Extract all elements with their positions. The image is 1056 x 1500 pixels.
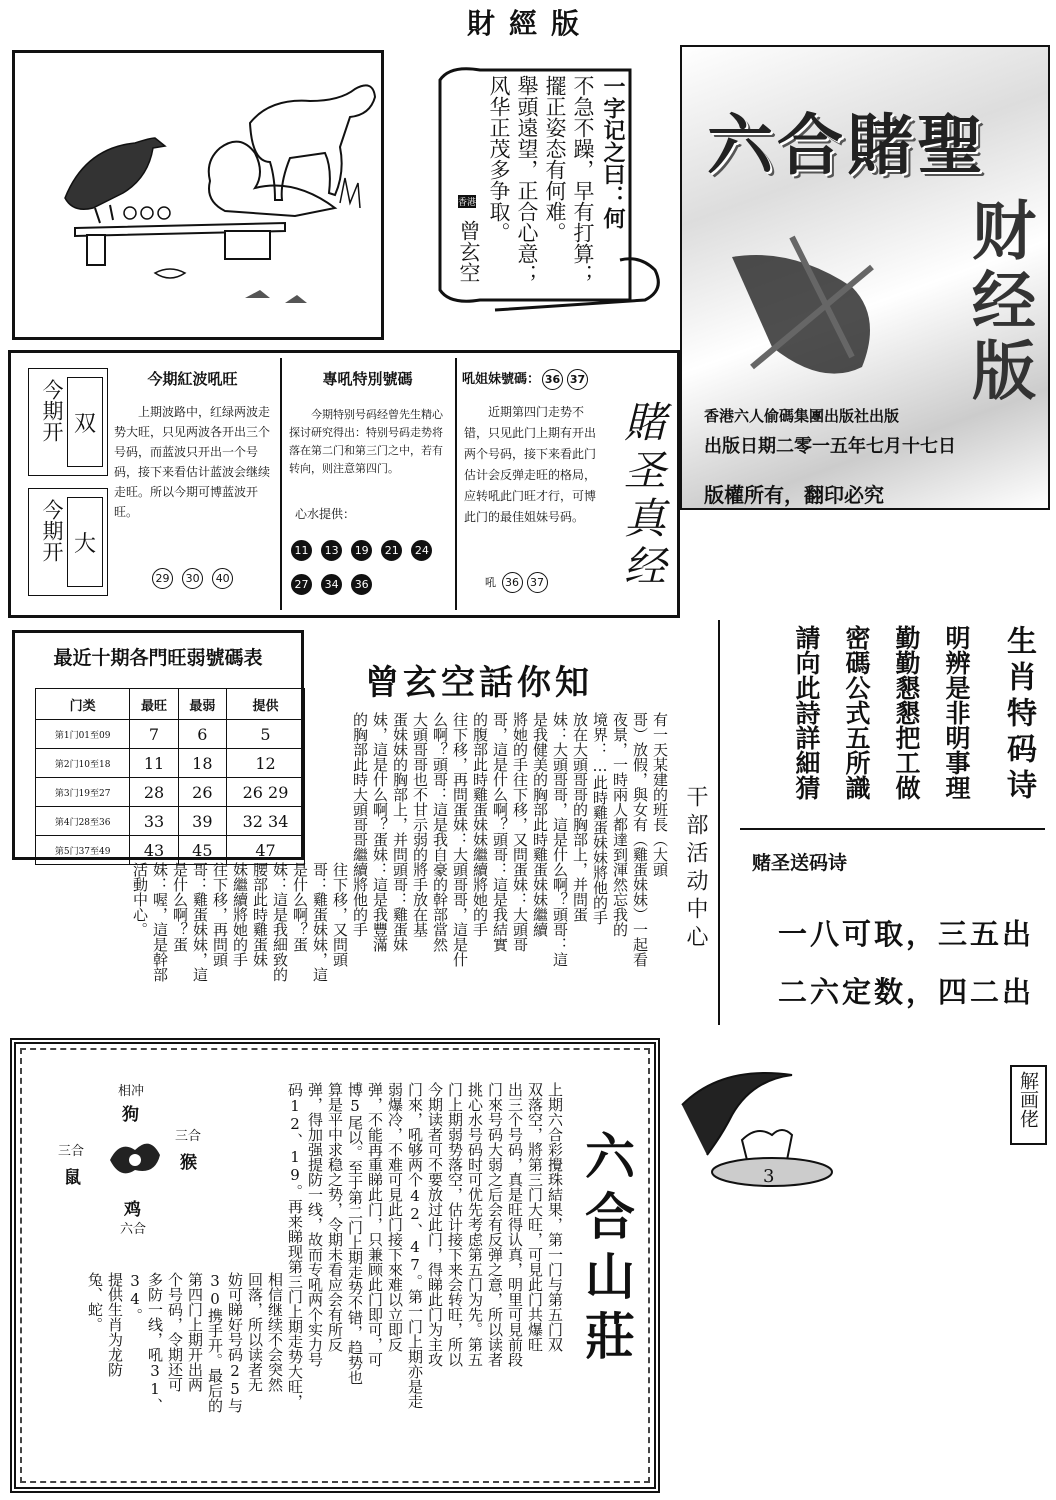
special-number: 24 [411, 540, 432, 561]
motto-line-4: 风华正茂多争取。 [487, 75, 511, 243]
story-col: 大頭哥哥也不甘示弱的將手放在基 [411, 712, 429, 937]
motto-badge: 香港 [458, 195, 476, 208]
motto-scroll [420, 60, 665, 325]
odd-even-prefix: 今期开 [40, 379, 64, 442]
row-provide: 47 [227, 836, 305, 865]
story-col: 腰部此時雞蛋妹 [251, 862, 269, 967]
story-col: 夜景，一時兩人都達到渾然忘我的 [611, 712, 629, 937]
liuhe-col: 妨可睇好号码25与 [226, 1272, 244, 1413]
row-hot: 33 [130, 807, 178, 836]
big-small-value: 大 [74, 532, 97, 557]
special-number-panel [285, 362, 450, 607]
row-hot: 28 [130, 778, 178, 807]
special-title: 專吼特別號碼 [322, 370, 413, 388]
liuhe-col: 提供生肖为龙防 [106, 1272, 124, 1377]
liuhe-col: 个号码，令期还可 [166, 1272, 184, 1392]
sister-title-number: 36 [542, 369, 563, 390]
table-header-provide: 提供 [227, 689, 305, 720]
sister-footer-label: 吼 [485, 576, 496, 589]
cover-subtitle: 财经版 [961, 197, 1036, 407]
sister-body: 近期第四门走势不错，只见此门上期有开出两个号码，接下来看此门估计会反弹走旺的格局，应转吼此门旺才行，可博此门的最佳姐妹号码。 [464, 405, 597, 524]
liuhe-col: 弹，得加强提防一线，故而专吼两个实力号 [306, 1082, 324, 1367]
special-number: 11 [291, 540, 312, 561]
special-number: 19 [351, 540, 372, 561]
story-col: 么啊？頭哥：這是我自豪的幹部當然 [431, 712, 449, 952]
story-col: 是我健美的胸部此時雞蛋妹妹繼續 [531, 712, 549, 937]
story-col: 的胸部此時大頭哥哥繼續將他的手 [351, 712, 369, 937]
liuhe-col: 今期读者可不要放过此门，得睇此门为主攻 [426, 1082, 444, 1367]
row-cold: 18 [178, 749, 226, 778]
sister-title-text: 吼姐妹號碼： [462, 372, 541, 387]
row-hot: 43 [130, 836, 178, 865]
liuhe-col: 门來号码大弱之后会有反弹之意，所以读者 [486, 1082, 504, 1367]
liuhe-title: 六合山莊 [577, 1130, 636, 1370]
motto-author: 曾玄空 [457, 220, 481, 283]
story-col: 哥：雞蛋妹妹，這 [191, 862, 209, 982]
liuhe-col: 双落空，將第三门大旺，可見此门共爆旺 [526, 1082, 544, 1352]
page-header-title: 財經版 [466, 7, 593, 40]
liuhe-col: 兔、蛇。 [86, 1272, 104, 1332]
red-wave-number: 29 [152, 568, 173, 589]
zodiac-bottom-label: 六合 [120, 1222, 147, 1237]
cover-logo: 六合賭聖 [707, 106, 987, 184]
big-small-prefix: 今期开 [40, 499, 64, 562]
saint-poem-line-1: 一八可取，三五出 [778, 917, 1035, 951]
liuhe-body [45, 1082, 565, 1472]
story-col: 往下移，再問蛋妹：大頭哥哥，這是什 [451, 712, 469, 967]
story-col: 活動中心。 [131, 862, 149, 937]
liuhe-col: 弹，不能再重睇此门，只兼顾此门即可，可 [366, 1082, 384, 1367]
bird-dog-illustration [15, 53, 381, 337]
special-number: 21 [381, 540, 402, 561]
story-col: 放在大頭哥哥的胸部上，并問蛋 [571, 712, 589, 922]
zodiac-poem-col: 勤勤懇懇把工做 [892, 625, 921, 800]
liuhe-col: 多防一线，吼31、 [146, 1272, 164, 1413]
red-wave-title: 今期紅波吼旺 [147, 370, 238, 388]
zodiac-poem-col: 明辨是非明事理 [942, 625, 971, 800]
row-provide: 32 34 [227, 807, 305, 836]
zodiac-left-label: 三合 [58, 1144, 85, 1159]
saint-poem-line-2: 二六定数，四二出 [778, 975, 1035, 1009]
red-wave-numbers [150, 567, 235, 589]
story-col: 境界：…此時雞蛋妹妹將他的手 [591, 712, 609, 925]
red-wave-panel [110, 362, 275, 607]
story-col: 妹，這是什么啊？蛋妹：這是我豐滿 [371, 712, 389, 952]
red-wave-number: 40 [212, 568, 233, 589]
liuhe-col: 弱爆冷，不难可見此门接下來难以立即反 [386, 1082, 404, 1352]
row-provide: 12 [227, 749, 305, 778]
zodiac-right: 猴 [180, 1153, 197, 1173]
row-label: 第4门28至36 [36, 807, 130, 836]
sister-title [462, 368, 612, 390]
liuhe-col: 博5尾以。至于第二门上期走势不错，趋势也 [346, 1082, 364, 1385]
story-col: 的腹部此時雞蛋妹妹繼續將她的手 [471, 712, 489, 937]
row-label: 第1门01至09 [36, 720, 130, 749]
story-col: 是什么啊？蛋 [291, 862, 309, 952]
liuhe-col: 30携手开。最后的 [206, 1272, 224, 1413]
sister-number-panel [460, 362, 610, 607]
cover-date: 出版日期二零一五年七月十七日 [704, 436, 956, 457]
sister-footer [485, 572, 550, 593]
table-header-hot: 最旺 [130, 689, 178, 720]
riddle-card-number: 3 [763, 1166, 775, 1187]
story-col: 妹：這是我細致的 [271, 862, 289, 982]
cover-graphic [712, 217, 912, 387]
table-title: 最近十期各門旺弱號碼表 [53, 647, 263, 669]
odd-even-label [28, 368, 108, 476]
liuhe-col: 回落，所以读者无 [246, 1272, 264, 1392]
story-col: 往下移，又問頭 [331, 862, 349, 967]
story-col: 是什么啊？蛋 [171, 862, 189, 952]
zodiac-left: 鼠 [64, 1168, 81, 1188]
liuhe-col: 码12、19。再来睇现第三门上期走势大旺， [286, 1082, 304, 1409]
sister-title-number: 37 [567, 369, 588, 390]
special-numbers [289, 532, 449, 600]
row-provide: 5 [227, 720, 305, 749]
motto-heading: 一字记之曰：何 [600, 75, 626, 229]
zodiac-poem-panel [735, 625, 1040, 825]
special-number: 13 [321, 540, 342, 561]
motto-line-2: 擺正姿态有何难。 [543, 75, 567, 243]
illustration-panel [12, 50, 384, 340]
liuhe-col: 出三个号码，真是旺得认真，明里可見前段 [506, 1082, 524, 1367]
special-number: 34 [321, 574, 342, 595]
zodiac-top-label: 相冲 [118, 1084, 145, 1099]
special-number: 27 [291, 574, 312, 595]
red-wave-number: 30 [182, 568, 203, 589]
riddle-label[interactable]: 解画佬 [1010, 1065, 1047, 1145]
row-cold: 39 [178, 807, 226, 836]
row-hot: 11 [130, 749, 178, 778]
row-cold: 6 [178, 720, 226, 749]
table-header-category: 门类 [36, 689, 130, 720]
motto-line-1: 不急不躁，早有打算； [571, 75, 595, 285]
story-body [70, 712, 670, 1022]
story-col: 將她的手往下移，又問蛋妹：大頭哥 [511, 712, 529, 952]
row-hot: 7 [130, 720, 178, 749]
cover-rights: 版權所有，翻印必究 [704, 483, 884, 507]
row-cold: 26 [178, 778, 226, 807]
saint-poem-title: 赌圣送码诗 [752, 852, 848, 874]
row-label: 第3门19至27 [36, 778, 130, 807]
story-col: 妹：大頭哥哥，這是什么啊？頭哥：這 [551, 712, 569, 967]
story-col: 往下移，再問頭 [211, 862, 229, 967]
liuhe-col: 挑心水号码时可优先考虑第五门为先。第五 [466, 1082, 484, 1367]
story-col: 蛋妹妹的胸部上，并問頭哥：雞蛋妹 [391, 712, 409, 952]
liuhe-col: 门來，吼够两个42、47。第一门上期亦是走 [406, 1082, 424, 1409]
story-col: 哥：雞蛋妹妹，這 [311, 862, 329, 982]
story-col: 哥，這是什么啊？頭哥：這是我結實 [491, 712, 509, 952]
story-col: 妹：喔，這是幹部 [151, 862, 169, 982]
special-number: 36 [351, 574, 372, 595]
row-cold: 45 [178, 836, 226, 865]
liuhe-col: 门上期弱势落空，估计接下来会转旺，所以 [446, 1082, 464, 1367]
row-label: 第5门37至49 [36, 836, 130, 865]
liuhe-col: 上期六合彩攪珠結果，第一门与第五门双 [546, 1082, 564, 1352]
story-col: 哥）放假，與女有（雞蛋妹妹）一起看 [631, 712, 649, 967]
liuhe-col: 相信继续不会突然 [266, 1272, 284, 1392]
story-side-caption: 干部活动中心 [683, 785, 708, 953]
motto-line-3: 舉頭遠望，正合心意； [515, 75, 539, 285]
calligraphy-text: 賭圣真经 [618, 400, 667, 592]
zodiac-center: 鸡 [124, 1200, 141, 1220]
story-col: 有一天某建的班長（大頭 [651, 712, 669, 877]
odd-even-value: 双 [74, 412, 97, 437]
cover-publisher: 香港六人偷碼集團出版社出版 [704, 407, 900, 425]
special-provide-label: 心水提供： [295, 507, 356, 521]
zodiac-right-label: 三合 [175, 1129, 202, 1144]
story-col: 妹繼續將她的手 [231, 862, 249, 967]
cover-panel [680, 45, 1050, 510]
zodiac-top: 狗 [122, 1105, 139, 1125]
liuhe-col: 34。 [126, 1272, 144, 1323]
row-provide: 26 29 [227, 778, 305, 807]
table-header-cold: 最弱 [178, 689, 226, 720]
special-body: 今期特别号码经曾先生精心探讨研究得出：特别号码走势将落在第二门和第三门之中，若有转向，则注意第四门。 [289, 408, 443, 475]
red-wave-body: 上期波路中，红绿两波走势大旺，只见两波各开出三个号码，而蓝波只开出一个号码，接下来看估计蓝波会继续走旺。所以今期可博蓝波开旺。 [114, 405, 271, 519]
row-label: 第2门10至18 [36, 749, 130, 778]
big-small-label [28, 488, 108, 596]
zodiac-poem-col: 密碼公式五所識 [842, 625, 871, 800]
zodiac-poem-title: 生肖特码诗 [1001, 625, 1036, 805]
sister-footer-number: 36 [502, 572, 523, 593]
liuhe-col: 算是平中求稳之势，令期未看应会有所反 [326, 1082, 344, 1352]
sister-footer-number: 37 [527, 572, 548, 593]
zodiac-poem-col: 請向此詩詳細猜 [792, 625, 821, 800]
story-title: 曾玄空話你知 [365, 663, 593, 703]
liuhe-col: 第四门上期开出两 [186, 1272, 204, 1392]
